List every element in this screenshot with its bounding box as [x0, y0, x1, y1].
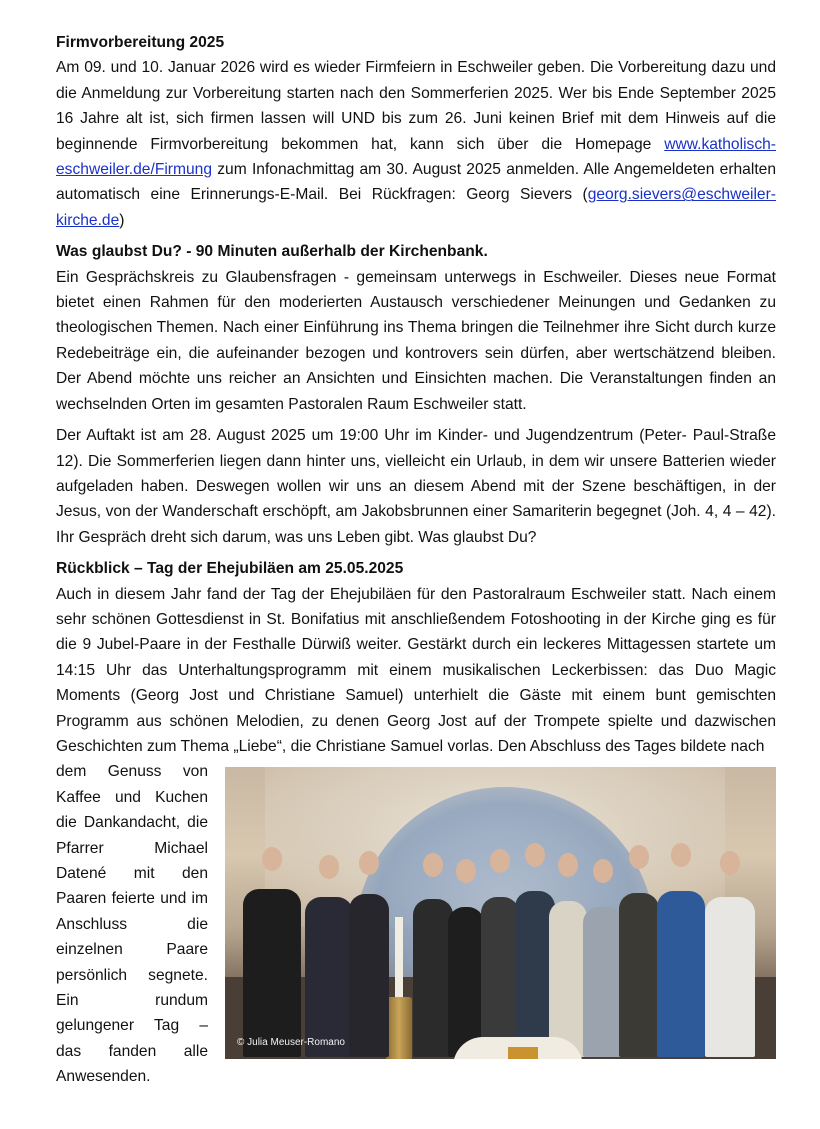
person-figure	[583, 907, 623, 1057]
person-head	[525, 843, 545, 867]
person-figure	[305, 897, 353, 1057]
person-head	[359, 851, 379, 875]
side-line: Paaren feierte und im	[56, 890, 208, 908]
person-figure	[349, 894, 389, 1057]
rueckblick-side-text	[56, 759, 208, 1089]
side-line: persönlich segnete.	[56, 966, 208, 984]
person-figure	[705, 897, 755, 1057]
firm-text-a: Am 09. und 10. Januar 2026 wird es wieder Firmfeiern in Eschweiler geben. Die Vorbereitung dazu und die Anmeldung zur Vorbereitung starten nach den Sommerferien 2025. Wer bis Ende September 2025 16 Jahre alt ist, sich firmen lassen will UND bis zum 26. Juni keinen Brief mit dem Hinweis auf die beginnende Firmvorbereitung bekommen hat, kann sich über die Homepage	[56, 59, 776, 153]
person-figure	[549, 901, 587, 1057]
side-line: Datené mit den	[56, 865, 208, 882]
section-was-glaubst-du-title: Was glaubst Du? - 90 Minuten außerhalb der Kirchenbank.	[56, 243, 488, 261]
person-figure	[657, 891, 705, 1057]
was-glaubst-du-paragraph-2: Der Auftakt ist am 28. August 2025 um 19:00 Uhr im Kinder- und Jugendzentrum (Peter- Paul-Straße 12). Die Sommerferien liegen dann hinter uns, vielleicht ein Urlaub, in dem wir unsere Batterien wieder aufgeladen haben. Deswegen wollen wir uns an diesem Abend mit der Szene beschäftigen, in der Jesus, von der Wanderschaft erschöpft, am Jakobsbrunnen einer Samariterin begegnet (Joh. 4, 4 – 42). Ihr Gespräch dreht sich darum, was uns Leben gibt. Was glaubst Du?	[56, 427, 776, 546]
side-line: einzelnen Paare	[56, 941, 208, 959]
photo-credit: © Julia Meuser-Romano	[237, 1037, 345, 1049]
group-photo	[225, 767, 776, 1059]
person-head	[456, 859, 476, 883]
person-figure	[619, 893, 659, 1057]
person-head	[629, 845, 649, 869]
person-head	[720, 851, 740, 875]
person-head	[671, 843, 691, 867]
side-line: Pfarrer Michael	[56, 839, 208, 857]
side-line: Anwesenden.	[56, 1068, 151, 1086]
side-line: dem Genuss von	[56, 763, 208, 781]
person-head	[423, 853, 443, 877]
side-line: Kaffee und Kuchen	[56, 788, 208, 806]
person-head	[490, 849, 510, 873]
rueckblick-photo-block	[56, 759, 776, 1089]
person-figure	[243, 889, 301, 1057]
person-head	[262, 847, 282, 871]
person-figure	[413, 899, 453, 1057]
candle-stand	[386, 997, 412, 1059]
person-head	[558, 853, 578, 877]
photo-people-group	[243, 847, 763, 1057]
side-line: Ein rundum	[56, 992, 208, 1010]
person-head	[593, 859, 613, 883]
person-head	[319, 855, 339, 879]
firm-text-c: )	[119, 211, 125, 229]
section-firmvorbereitung-title: Firmvorbereitung 2025	[56, 34, 225, 51]
side-line: Anschluss die	[56, 915, 208, 933]
easter-candle	[395, 917, 403, 1002]
side-line: das fanden alle	[56, 1042, 208, 1060]
document-page	[56, 30, 776, 1089]
firm-text-b: zum Infonachmittag am 30. August 2025 anmelden. Alle Angemeldeten erhalten automatisch eine Erinnerungs-E-Mail. Bei Rückfragen: Georg Sievers (	[56, 161, 776, 204]
section-firmvorbereitung-text	[56, 55, 776, 233]
email-link[interactable]: georg.sievers@eschweiler-kirche.de	[56, 186, 776, 229]
priest-stole	[508, 1047, 538, 1059]
homepage-link[interactable]: www.katholisch-eschweiler.de/Firmung	[56, 135, 776, 179]
was-glaubst-du-paragraph-1: Ein Gesprächskreis zu Glaubensfragen - gemeinsam unterwegs in Eschweiler. Dieses neue Format bietet einen Rahmen für den moderierten Austausch verschiedener Meinungen und Gedanken zu theologischen Themen. Nach einer Einführung ins Thema bringen die Teilnehmer ihre Sicht durch kurze Redebeiträge ein, die aufeinander bezogen und kontrovers sein dürfen, aber wertschätzend bleiben. Der Abend möchte uns reicher an Ansichten und Einsichten machen. Die Veranstaltungen finden an wechselnden Orten im gesamten Pastoralen Raum Eschweiler statt.	[56, 268, 776, 413]
person-figure	[481, 897, 519, 1057]
person-figure	[448, 907, 484, 1057]
side-line: gelungener Tag –	[56, 1017, 208, 1035]
rueckblick-paragraph: Auch in diesem Jahr fand der Tag der Ehejubiläen für den Pastoralraum Eschweiler statt. Nach einem sehr schönen Gottesdienst in St. Bonifatius mit anschließendem Fotoshooting in der Kirche ging es für die 9 Jubel-Paare in der Festhalle Dürwiß weiter. Gestärkt durch ein leckeres Mittagessen startete um 14:15 Uhr das Unterhaltungsprogramm mit einem musikalischen Leckerbissen: das Duo Magic Moments (Georg Jost und Christiane Samuel) unterhielt die Gäste mit einem bunt gemischten Programm aus schönen Melodien, zu denen Georg Jost auf der Trompete spielte und dazwischen Geschichten zum Thema „Liebe“, die Christiane Samuel vorlas. Den Abschluss des Tages bildete nach	[56, 585, 776, 755]
section-rueckblick-title: Rückblick – Tag der Ehejubiläen am 25.05.2025	[56, 560, 404, 578]
side-line: die Dankandacht, die	[56, 814, 208, 832]
